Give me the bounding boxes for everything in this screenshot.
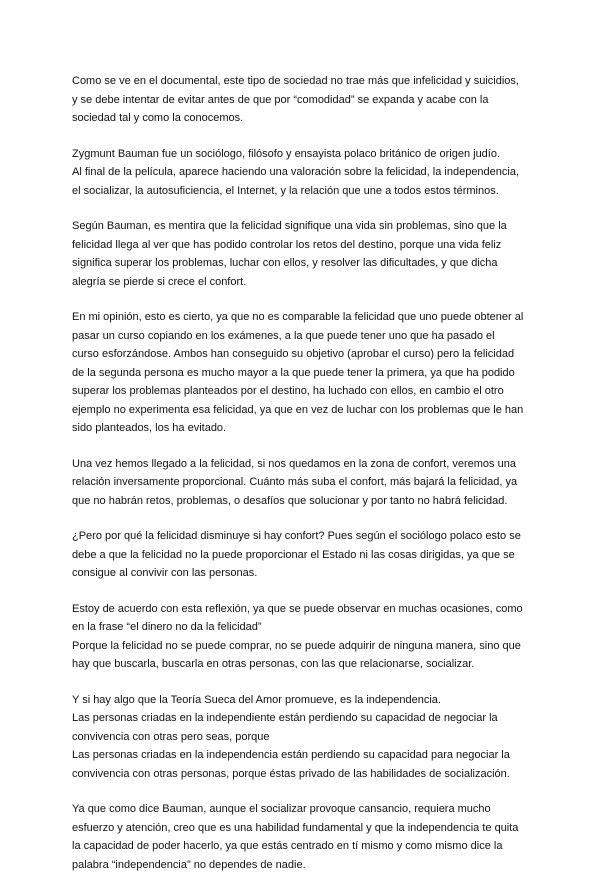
text-line: Zygmunt Bauman fue un sociólogo, filósofo y ensayista polaco británico de origen judío. [72, 147, 501, 160]
text-line: esfuerzo y atención, creo que es una habilidad fundamental y que la independencia te quita [72, 821, 519, 834]
document-body [72, 72, 542, 891]
paragraph [72, 455, 542, 511]
text-line: Estoy de acuerdo con esta reflexión, ya que se puede observar en muchas ocasiones, como [72, 602, 523, 615]
text-line: de la segunda persona es mucho mayor a la que puede tener la primera, ya que ha podido [72, 366, 515, 379]
text-line: consigue al convivir con las personas. [72, 567, 258, 579]
text-line: Porque la felicidad no se puede comprar, no se puede adquirir de ninguna manera, sino que [72, 639, 521, 652]
text-line: felicidad llega al ver que has podido controlar los retos del destino, porque una vida feliz [72, 238, 502, 251]
text-line: Y si hay algo que la Teoría Sueca del Amor promueve, es la independencia. [72, 693, 441, 706]
text-line: Las personas criadas en la independiente están perdiendo su capacidad de negociar la [72, 712, 498, 724]
text-line: convivencia con otras pero seas, porque [72, 730, 270, 743]
text-line: Ya que como dice Bauman, aunque el socializar provoque cansancio, requiera mucho [72, 803, 491, 815]
text-line: significa superar los problemas, luchar con ellos, y resolver las dificultades, y que dicha [72, 257, 498, 269]
text-line: debe a que la felicidad no la puede proporcionar el Estado ni las cosas dirigidas, ya que se [72, 548, 515, 561]
text-line: pasar un curso copiando en los exámenes, a la que puede tener uno que ha pasado el [72, 329, 495, 342]
paragraph [72, 217, 542, 291]
text-line: sociedad tal y como la conocemos. [72, 112, 244, 124]
paragraph [72, 308, 542, 438]
text-line: hay que buscarla, buscarla en otras personas, con las que relacionarse, socializar. [72, 658, 475, 670]
text-line: ¿Pero por qué la felicidad disminuye si hay confort? Pues según el sociólogo polaco esto se [72, 530, 521, 542]
text-line: convivencia con otras personas, porque éstas privado de las habilidades de socialización. [72, 767, 510, 780]
paragraph [72, 72, 542, 128]
paragraph [72, 600, 542, 674]
text-line: en la frase “el dinero no da la felicidad” [72, 621, 262, 633]
text-line: Las personas criadas en la independencia están perdiendo su capacidad para negociar la [72, 749, 510, 761]
text-line: Como se ve en el documental, este tipo de sociedad no trae más que infelicidad y suicidios, [72, 75, 519, 87]
paragraph [72, 800, 542, 874]
text-line: palabra “independencia” no dependes de nadie. [72, 858, 306, 871]
text-line: Al final de la película, aparece haciendo una valoración sobre la felicidad, la independencia, [72, 166, 520, 178]
text-line: ejemplo no experimenta esa felicidad, ya que en vez de luchar con los problemas que le han [72, 403, 524, 416]
paragraph [72, 527, 542, 583]
text-line: sido planteados, los ha evitado. [72, 422, 227, 434]
text-line: la capacidad de poder hacerlo, ya que estás centrado en tí mismo y como mismo dice la [72, 840, 503, 852]
text-line: Según Bauman, es mentira que la felicidad signifique una vida sin problemas, sino que la [72, 220, 507, 232]
text-line: relación inversamente proporcional. Cuánto más suba el confort, más bajará la felicidad, ya [72, 476, 518, 488]
text-line: el socializar, la autosuficiencia, el Internet, y la relación que une a todos estos términos. [72, 184, 499, 197]
text-line: alegría se pierde si crece el confort. [72, 275, 247, 288]
text-line: Una vez hemos llegado a la felicidad, si nos quedamos en la zona de confort, veremos una [72, 457, 516, 470]
text-line: curso esforzándose. Ambos han conseguido su objetivo (aprobar el curso) pero la felicidad [72, 348, 515, 360]
paragraph [72, 145, 542, 201]
text-line: que no habrán retos, problemas, o desafíos que solucionar y por tanto no habrá felicidad. [72, 494, 508, 507]
text-line: superar los problemas planteados por el destino, ha luchado con ellos, en cambio el otro [72, 385, 504, 397]
text-line: y se debe intentar de evitar antes de que por “comodidad” se expanda y acabe con la [72, 93, 489, 106]
paragraph [72, 691, 542, 784]
text-line: En mi opinión, esto es cierto, ya que no es comparable la felicidad que uno puede obtener al [72, 311, 524, 323]
